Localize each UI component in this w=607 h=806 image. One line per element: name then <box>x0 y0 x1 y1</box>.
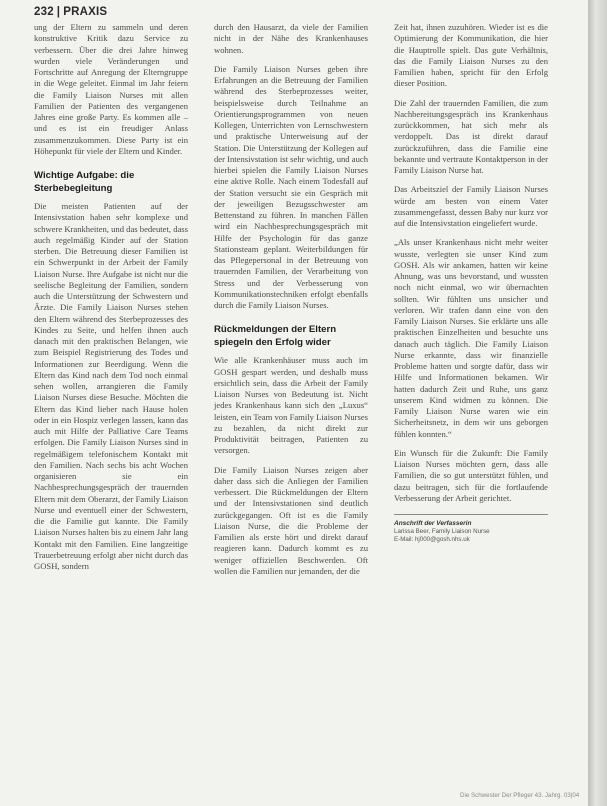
paragraph: Die Zahl der trauernden Familien, die zum Nachbereitungsgespräch ins Krankenhaus zurückkommen, hat sich mehr als verdoppelt. Das ist direkt darauf zurückzuführen, dass die Familie eine bekannte und vertraute Kontaktperson in der Family Liaison Nurse hat. <box>394 97 548 175</box>
quote-paragraph: „Als unser Krankenhaus nicht mehr weiter wusste, verlegten sie unser Kind zum GOSH. Als wir ankamen, hatten wir keine Ahnung, was uns bevorstand, und wussten noch nicht einmal, wo wir übernachten sollten. Wir fühlten uns unsicher und verloren. Wir trafen dann eine von den Family Liaison Nurses. Sie erklärte uns alle praktischen Einzelheiten und besuchte uns danach auch täglich. Die Family Liaison Nurse erkannte, dass wir finanzielle Probleme hatten und sorgte dafür, dass wir Hilfe und Informationen bekamen. Wir hatten dadurch Zeit und Ruhe, uns ganz unserem Kind widmen zu können. Die Family Liaison Nurse waren wie ein Sicherheitsnetz, in dem wir uns geborgen fühlen konnten.“ <box>394 237 548 439</box>
page-header <box>34 6 107 18</box>
paragraph: Das Arbeitsziel der Family Liaison Nurses würde am besten von einem Vater zusammengefasst, dessen Baby nur kurz vor auf die Intensivstation eingeliefert wurde. <box>394 184 548 228</box>
page-edge-shadow <box>588 0 607 806</box>
paragraph: Zeit hat, ihnen zuzuhören. Wieder ist es die Optimierung der Kommunikation, die hier die Hauptrolle spielt. Das gute Verhältnis, das die Family Liaison Nurses zu den Familien haben, spricht für den Erfolg dieser Position. <box>394 22 548 89</box>
paragraph: Die Family Liaison Nurses geben ihre Erfahrungen an die Betreuung der Familien während des Sterbeprozesses weiter, beispielsweise durch Teilnahme an Orientierungsprogrammen von neuen Kollegen, Unterrichten von Lernschwestern und praktische Unterweisung auf der Station. Die Unterstützung der Kollegen auf der Intensivstation ist sehr wichtig, und auch hierbei spielen die Family Liaison Nurses eine aktive Rolle. Nach einem Todesfall auf der Station versucht sie ein Gespräch mit der jeweiligen Bezugsschwester am Bettenstand zu führen. In manchen Fällen wird ein Nachbesprechungsgespräch mit Hilfe der Psychologin für das ganze Stationsteam geplant. Weiterbildungen für das Pflegepersonal in der Betreuung von trauernden Familien, der Verarbeitung von Stress und der Verbesserung von Kommunikationstechniken erfolgt ebenfalls durch die Family Liaison Nurses. <box>214 63 368 310</box>
page-footer: Die Schwester Der Pfleger 43. Jahrg. 03|04 <box>460 792 580 799</box>
subheading-rueckmeldungen: Rückmeldungen der Eltern spiegeln den Erfolg wider <box>214 324 337 349</box>
author-info <box>394 514 548 544</box>
paragraph: ung der Eltern zu sammeln und deren konstruktive Kritik dazu Service zu verbessern. Über die drei Jahre hinweg wurden viele Veränderungen und Fortschritte auf Anregung der Elterngruppe in die Wege geleitet. Einmal im Jahr feiern die Family Liaison Nurses mit allen Familien der Patienten des vergangenen Jahres eine große Party. Es kommen alle – und es ist ein freudiger Anlass zusammenzukommen. Diese Party ist ein Höhepunkt für viele der Eltern und Kinder. <box>34 22 188 156</box>
text-column-3 <box>394 22 548 544</box>
header-separator: | <box>56 6 61 18</box>
subheading-sterbebegleitung: Wichtige Aufgabe: die Sterbebegleitung <box>34 170 135 194</box>
page-number: 232 <box>34 6 54 18</box>
author-email: E-Mail: hj000@gosh.nhs.uk <box>394 536 470 543</box>
paragraph: Die Family Liaison Nurses zeigen aber daher dass sich die Anliegen der Familien verbessert. Die Rückmeldungen der Eltern und der Intensivstationen sind deutlich zurückgegangen. Oft ist es die Family Liaison Nurse, die die Probleme der Familien als erste hört und direkt darauf reagieren kann. Dadurch kommt es zu weniger offiziellen Beschwerden. Oft wollen die Familien nur jemanden, der die <box>214 464 368 576</box>
paragraph: Ein Wunsch für die Zukunft: Die Family Liaison Nurses möchten gern, dass alle Familien, die so gut unterstützt fühlen, und dazu beitragen, sich für die fortlaufende Verbesserung der Arbeit gerichtet. <box>394 447 548 503</box>
paragraph: durch den Hausarzt, da viele der Familien nicht in der Nähe des Krankenhauses wohnen. <box>214 22 368 55</box>
section-title: PRAXIS <box>63 6 108 18</box>
author-name: Larissa Beer, Family Liaison Nurse <box>394 528 490 535</box>
text-column-2 <box>214 22 368 585</box>
paragraph: Die meisten Patienten auf der Intensivstation haben sehr komplexe und schwere Krankheiten, und das bedeutet, dass auch regelmäßig Kinder auf der Station sterben. Die Betreuung dieser Familien ist ein Schwerpunkt in der Arbeit der Family Liaison Nurse. Ihre Aufgabe ist nicht nur die seelische Begleitung der Familien, sondern auch die Unterstützung der Schwestern und Ärzte. Die Family Liaison Nurses stehen den Eltern während des Sterbeprozesses des Kindes zu Seite, und helfen ihnen auch danach mit den praktischen Belangen, wie zum Beispiel Registrierung des Todes und Informationen zur Beerdigung. Wenn die Eltern das Kind nach dem Tod noch einmal sehen wollen, arrangieren die Family Liaison Nurses diese Besuche. Möchten die Eltern das Kind lieber nach Hause holen oder in ein Hospiz verlegen lassen, kann das auch mit Hilfe der Palliative Care Teams erfolgen. Die Family Liaison Nurses sind in regelmäßigem telefonischem Kontakt mit den Familien. Nach sechs bis acht Wochen organisieren sie ein Nachbesprechungsgespräch der trauernden Eltern mit dem Oberarzt, der Family Liaison Nurse und eventuell einer der Schwestern, die die Familie gut kannte. Die Family Liaison Nurses halten bis zu einem Jahr lang Kontakt mit den Familien. Eine langzeitige Trauerbetreuung erfolgt aber nicht durch das GOSH, sondern <box>34 201 188 571</box>
text-column-1 <box>34 22 188 580</box>
author-heading: Anschrift der Verfasserin <box>394 520 472 527</box>
paragraph: Wie alle Krankenhäuser muss auch im GOSH gespart werden, und deshalb muss ersichtlich sein, dass die Arbeit der Family Liaison Nurses von Bedeutung ist. Nicht jedes Krankenhaus kann sich den „Luxus“ leisten, ein Team von Family Liaison Nurses zu bezahlen, da nicht direkt zur Produktivität beitragen, Patienten zu versorgen. <box>214 355 368 456</box>
